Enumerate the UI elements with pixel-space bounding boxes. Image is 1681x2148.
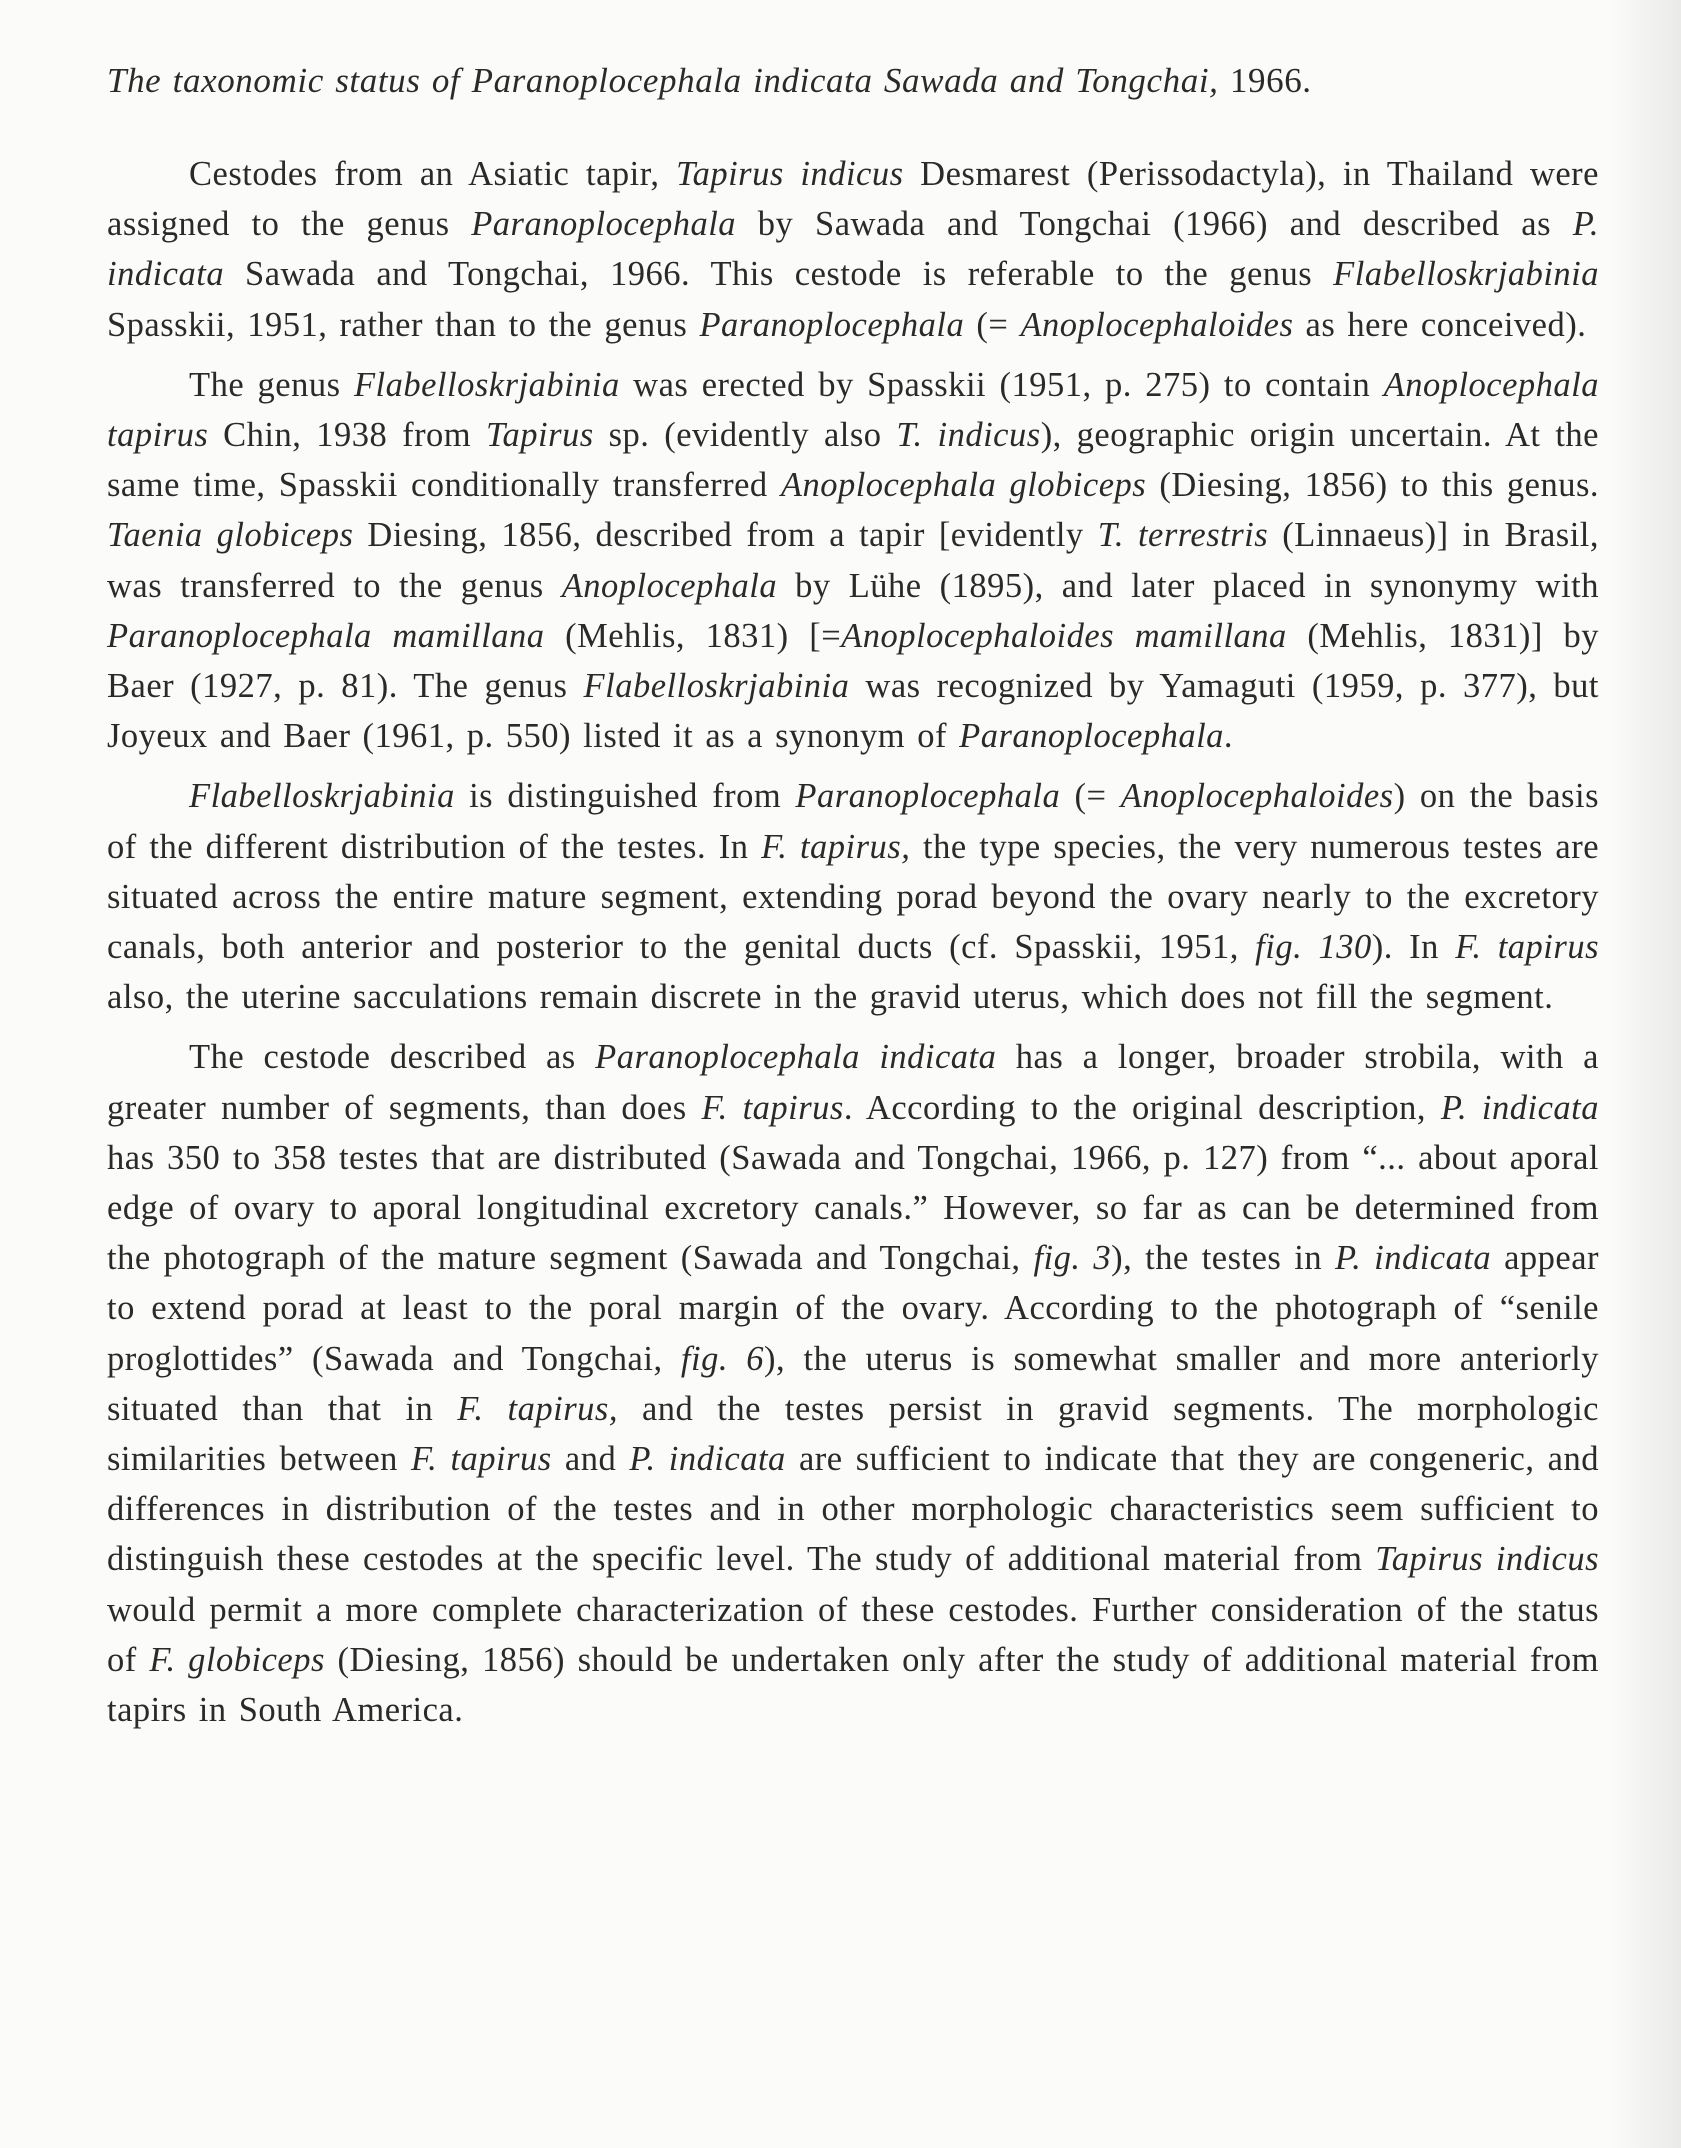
- taxon-name: Tapirus indicus: [676, 155, 904, 193]
- taxon-name: Paranoplocephala: [959, 717, 1224, 756]
- taxon-name: T. terrestris: [1097, 516, 1269, 555]
- taxon-name: Paranoplocephala indicata: [595, 1038, 997, 1077]
- taxon-name: Paranoplocephala: [699, 305, 965, 344]
- taxon-name: F. globiceps: [149, 1640, 325, 1679]
- taxon-name: Flabelloskrjabinia: [583, 667, 850, 706]
- taxon-name: F. tapirus: [411, 1440, 552, 1479]
- text-run: as here conceived).: [1293, 305, 1587, 344]
- text-run: (Linnaeus)] in Brasil, was transferred to the genus: [107, 516, 1600, 605]
- text-run: the type species, the very numerous testes are situated across the entire mature segment, extending porad beyond the ovary nearly to the excretory canals, both anterior and posterior to the genital ducts (cf. Spasskii, 1951,: [107, 827, 1600, 967]
- taxon-name: Paranoplocephala mamillana: [107, 616, 545, 655]
- text-run: Spasskii, 1951, rather than to the genus: [107, 305, 700, 344]
- text-run: ), geographic origin uncertain. At the same time, Spasskii conditionally transferred: [107, 416, 1599, 505]
- text-run: is distinguished from: [454, 777, 796, 816]
- taxon-name: Flabelloskrjabinia: [189, 777, 455, 816]
- taxon-name: P. indicata: [629, 1440, 786, 1479]
- document-page: [107, 56, 1599, 1745]
- paragraph: [107, 149, 1599, 350]
- taxon-name: fig. 3: [1033, 1239, 1112, 1278]
- text-run: has a longer, broader strobila, with a greater number of segments, than does: [107, 1038, 1599, 1127]
- text-run: Diesing, 1856, described from a tapir [evidently: [353, 516, 1098, 555]
- taxon-name: Anoplocephaloides: [1120, 777, 1394, 816]
- text-run: (=: [964, 305, 1021, 344]
- text-run: would permit a more complete characterization of these cestodes. Further consideration of the status of: [107, 1590, 1599, 1679]
- page-edge-shadow: [1611, 0, 1681, 2148]
- text-run: has 350 to 358 testes that are distributed (Sawada and Tongchai, 1966, p. 127) from “... about aporal edge of ovary to aporal longitudinal excretory canals.” However, so far as can be determined from the photograph of the mature segment (Sawada and Tongchai,: [107, 1138, 1599, 1278]
- text-run: (Diesing, 1856) to this genus.: [1146, 466, 1599, 505]
- taxon-name: F. tapirus: [701, 1088, 844, 1127]
- taxon-name: T. indicus: [896, 416, 1041, 455]
- taxon-name: Anoplocephala globiceps: [780, 466, 1147, 505]
- text-run: Chin, 1938 from: [208, 416, 486, 455]
- text-run: by Lühe (1895), and later placed in synonymy with: [777, 566, 1600, 605]
- text-run: The cestode described as: [189, 1038, 596, 1077]
- section-title: [107, 56, 1599, 106]
- text-run: also, the uterine sacculations remain discrete in the gravid uterus, which does not fill the segment.: [107, 978, 1554, 1017]
- taxon-name: Anoplocephala: [561, 566, 778, 605]
- text-run: (Mehlis, 1831) [=: [544, 616, 842, 655]
- taxon-name: Anoplocephaloides mamillana: [841, 616, 1287, 655]
- taxon-name: Flabelloskrjabinia: [353, 365, 620, 404]
- paragraph: [107, 1032, 1599, 1735]
- taxon-name: fig. 6: [680, 1339, 765, 1378]
- taxon-name: P. indicata: [107, 205, 1599, 294]
- text-run: ), the uterus is somewhat smaller and more anteriorly situated than that in: [107, 1339, 1599, 1428]
- text-run: ), the testes in: [1111, 1239, 1335, 1278]
- taxon-name: F. tapirus,: [457, 1389, 618, 1428]
- paragraph: [107, 360, 1599, 762]
- taxon-name: Tapirus: [486, 416, 594, 455]
- text-run: The genus: [189, 365, 354, 404]
- taxon-name: P. indicata: [1334, 1239, 1492, 1278]
- text-run: sp. (evidently also: [593, 416, 897, 455]
- text-run: ) on the basis of the different distribution of the testes. In: [107, 777, 1599, 866]
- text-run: was recognized by Yamaguti (1959, p. 377), but Joyeux and Baer (1961, p. 550) listed it as a synonym of: [107, 667, 1600, 756]
- taxon-name: Paranoplocephala: [471, 205, 737, 244]
- text-run: and: [551, 1440, 630, 1479]
- text-run: and the testes persist in gravid segments. The morphologic similarities between: [107, 1389, 1599, 1479]
- paragraph: [107, 771, 1599, 1022]
- taxon-name: Anoplocephala tapirus: [107, 365, 1599, 455]
- text-run: Cestodes from an Asiatic tapir,: [189, 155, 677, 193]
- text-run: are sufficient to indicate that they are congeneric, and differences in distribution of the testes and in other morphologic characteristics seem sufficient to distinguish these cestodes at the specific level. The study of additional material from: [107, 1440, 1599, 1579]
- text-run: (Mehlis, 1831)] by Baer (1927, p. 81). The genus: [107, 616, 1599, 706]
- text-run: .: [1223, 717, 1234, 756]
- text-run: Sawada and Tongchai, 1966. This cestode is referable to the genus: [224, 255, 1334, 294]
- taxon-name: Tapirus indicus: [1375, 1540, 1599, 1579]
- text-run: (Diesing, 1856) should be undertaken only after the study of additional material from tapirs in South America.: [107, 1640, 1599, 1730]
- text-run: . According to the original description,: [843, 1088, 1441, 1127]
- taxon-name: Paranoplocephala: [795, 777, 1061, 816]
- section-title-italic: The taxonomic status of Paranoplocephala indicata Sawada and Tongchai,: [107, 61, 1219, 100]
- section-title-year: 1966.: [1218, 61, 1312, 100]
- taxon-name: F. tapirus,: [761, 827, 911, 866]
- taxon-name: Flabelloskrjabinia: [1333, 255, 1599, 294]
- taxon-name: Taenia globiceps: [107, 516, 354, 555]
- text-run: was erected by Spasskii (1951, p. 275) to contain: [619, 365, 1384, 404]
- text-run: ). In: [1371, 928, 1456, 967]
- text-run: Desmarest (Perissodactyla), in Thailand were assigned to the genus: [107, 155, 1599, 244]
- taxon-name: Anoplocephaloides: [1020, 305, 1294, 344]
- taxon-name: fig. 130: [1255, 928, 1372, 967]
- taxon-name: P. indicata: [1440, 1088, 1600, 1127]
- text-run: appear to extend porad at least to the poral margin of the ovary. According to the photograph of “senile proglottides” (Sawada and Tongchai,: [107, 1239, 1600, 1378]
- text-run: by Sawada and Tongchai (1966) and described as: [736, 205, 1573, 244]
- taxon-name: F. tapirus: [1455, 928, 1599, 967]
- text-run: (=: [1060, 777, 1121, 816]
